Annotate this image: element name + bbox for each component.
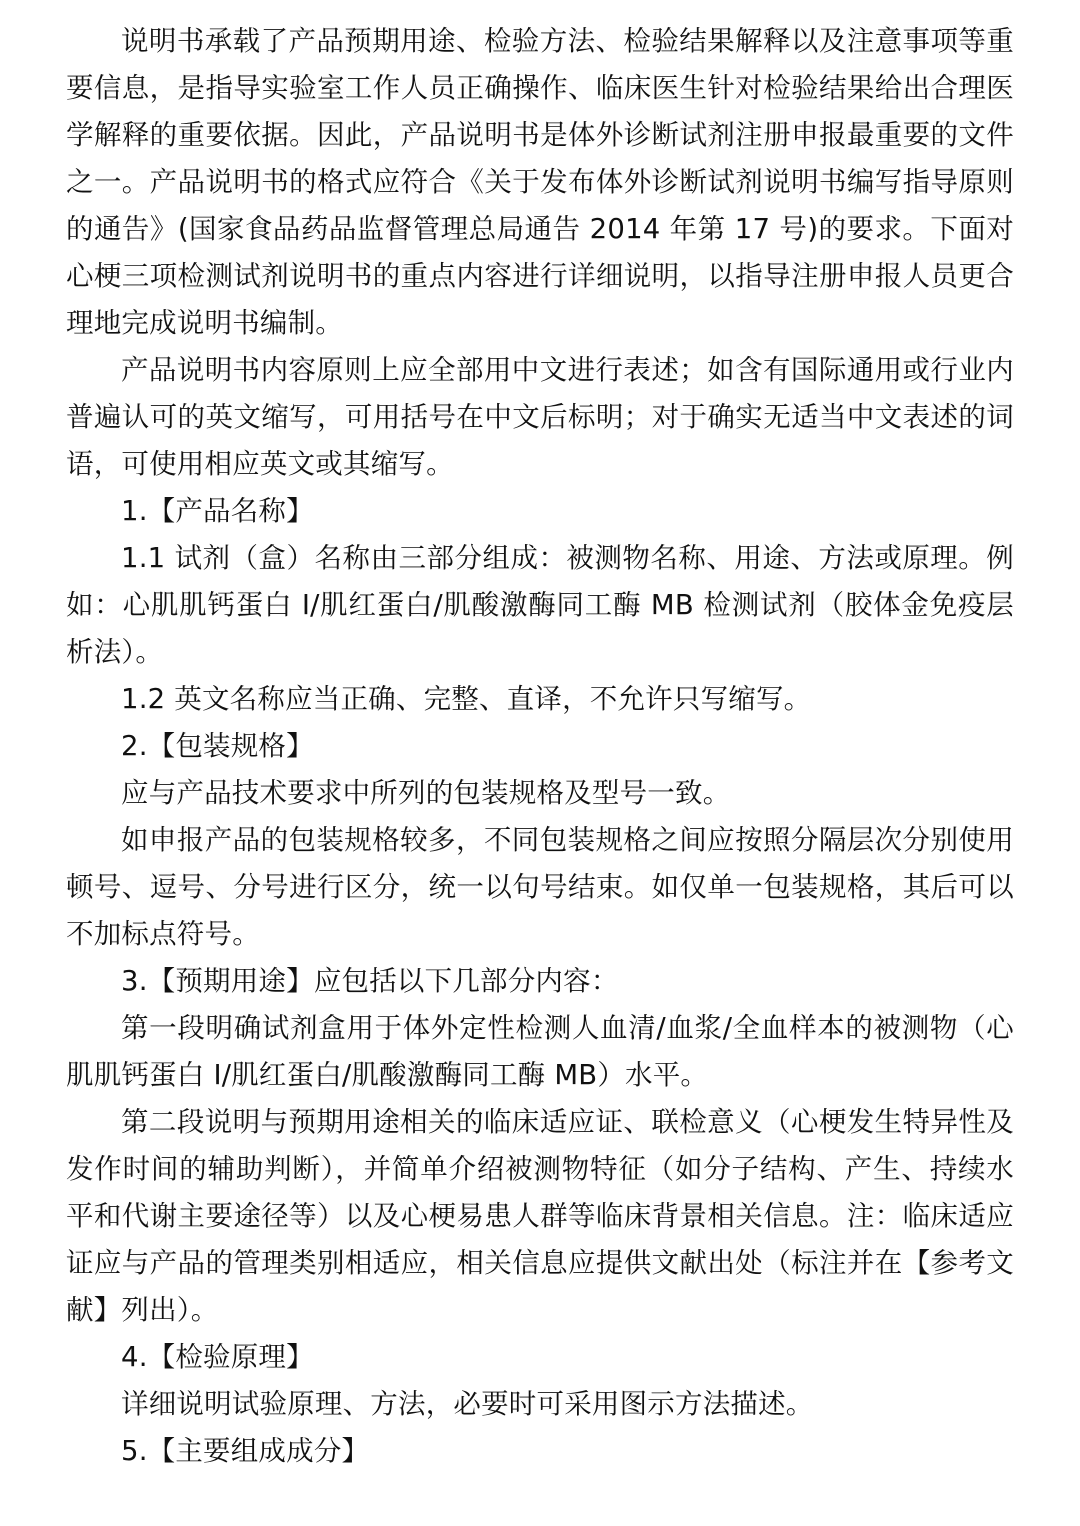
paragraph-intro: 说明书承载了产品预期用途、检验方法、检验结果解释以及注意事项等重要信息，是指导实验室工作人员正确操作、临床医生针对检验结果给出合理医学解释的重要依据。因此，产品说明书是体外诊断试剂注册申报最重要的文件之一。产品说明书的格式应符合《关于发布体外诊断试剂说明书编写指导原则的通告》(国家食品药品监督管理总局通告 2014 年第 17 号)的要求。下面对心梗三项检测试剂说明书的重点内容进行详细说明，以指导注册申报人员更合理地完成说明书编制。 [66, 25, 1014, 339]
paragraph-language: 产品说明书内容原则上应全部用中文进行表述；如含有国际通用或行业内普遍认可的英文缩写，可用括号在中文后标明；对于确实无适当中文表述的词语，可使用相应英文或其缩写。 [66, 354, 1014, 480]
paragraph-name-1-1: 1.1 试剂（盒）名称由三部分组成：被测物名称、用途、方法或原理。例如：心肌肌钙蛋白 I/肌红蛋白/肌酸激酶同工酶 MB 检测试剂（胶体金免疫层析法）。 [66, 542, 1014, 668]
paragraph-use-2: 第二段说明与预期用途相关的临床适应证、联检意义（心梗发生特异性及发作时间的辅助判断），并简单介绍被测物特征（如分子结构、产生、持续水平和代谢主要途径等）以及心梗易患人群等临床背景相关信息。注：临床适应证应与产品的管理类别相适应，相关信息应提供文献出处（标注并在【参考文献】列出）。 [66, 1106, 1014, 1326]
paragraph-use-1: 第一段明确试剂盒用于体外定性检测人血清/血浆/全血样本的被测物（心肌肌钙蛋白 I/肌红蛋白/肌酸激酶同工酶 MB）水平。 [66, 1012, 1014, 1091]
heading-product-name: 1.【产品名称】 [121, 495, 314, 527]
heading-main-components: 5.【主要组成成分】 [121, 1435, 370, 1467]
paragraph-principle: 详细说明试验原理、方法，必要时可采用图示方法描述。 [121, 1388, 814, 1420]
heading-intended-use: 3.【预期用途】应包括以下几部分内容： [121, 965, 619, 997]
heading-test-principle: 4.【检验原理】 [121, 1341, 314, 1373]
paragraph-package-2: 如申报产品的包装规格较多，不同包装规格之间应按照分隔层次分别使用顿号、逗号、分号进行区分，统一以句号结束。如仅单一包装规格，其后可以不加标点符号。 [66, 824, 1014, 950]
heading-package-spec: 2.【包装规格】 [121, 730, 314, 762]
paragraph-name-1-2: 1.2 英文名称应当正确、完整、直译，不允许只写缩写。 [121, 683, 812, 715]
paragraph-package-1: 应与产品技术要求中所列的包装规格及型号一致。 [121, 777, 731, 809]
